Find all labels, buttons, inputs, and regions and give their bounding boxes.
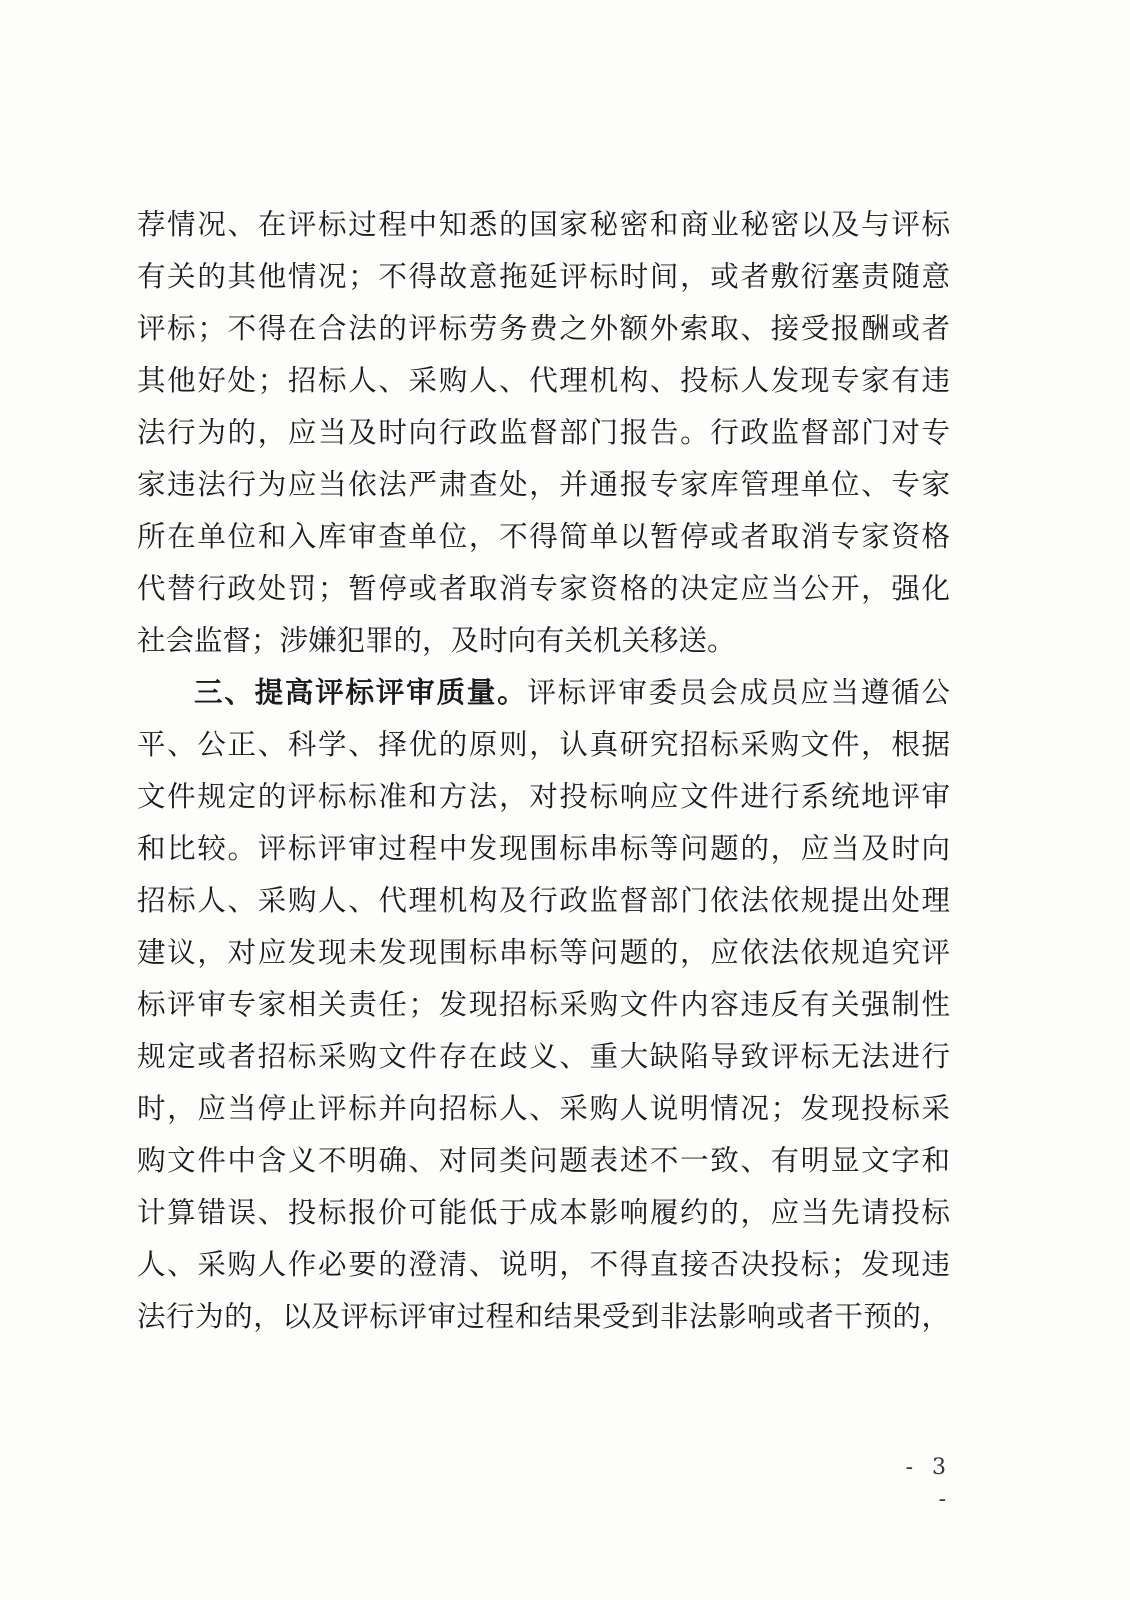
text-line: 招标人、采购人、代理机构及行政监督部门依法依规提出处理	[137, 884, 950, 917]
section-first-line-text: 评标评审委员会成员应当遵循公	[527, 676, 950, 709]
text-line: 平、公正、科学、择优的原则，认真研究招标采购文件，根据	[137, 728, 950, 761]
text-line: 有关的其他情况；不得故意拖延评标时间，或者敷衍塞责随意	[137, 260, 950, 293]
text-line: 和比较。评标评审过程中发现围标串标等问题的，应当及时向	[137, 832, 950, 865]
text-line: 所在单位和入库审查单位，不得简单以暂停或者取消专家资格	[137, 520, 950, 553]
text-line: 法行为的，应当及时向行政监督部门报告。行政监督部门对专	[137, 416, 950, 449]
text-line: 计算错误、投标报价可能低于成本影响履约的，应当先请投标	[137, 1196, 950, 1229]
text-line: 家违法行为应当依法严肃查处，并通报专家库管理单位、专家	[137, 468, 950, 501]
text-line: 评标；不得在合法的评标劳务费之外额外索取、接受报酬或者	[137, 312, 950, 345]
text-line: 时，应当停止评标并向招标人、采购人说明情况；发现投标采	[137, 1092, 950, 1125]
text-line: 标评审专家相关责任；发现招标采购文件内容违反有关强制性	[137, 988, 950, 1021]
text-line: 人、采购人作必要的澄清、说明，不得直接否决投标；发现违	[137, 1248, 950, 1281]
text-line: 其他好处；招标人、采购人、代理机构、投标人发现专家有违	[137, 364, 950, 397]
section-heading: 三、提高评标评审质量。	[194, 676, 528, 709]
text-line: 建议，对应发现未发现围标串标等问题的，应依法依规追究评	[137, 936, 950, 969]
page-number: - 3 -	[905, 1455, 952, 1512]
text-line: 规定或者招标采购文件存在歧义、重大缺陷导致评标无法进行	[137, 1040, 950, 1073]
body-text	[137, 199, 950, 1343]
text-line: 社会监督；涉嫌犯罪的，及时向有关机关移送。	[137, 624, 736, 657]
section-first-line	[137, 667, 950, 719]
text-line: 荐情况、在评标过程中知悉的国家秘密和商业秘密以及与评标	[137, 208, 950, 241]
text-line: 法行为的，以及评标评审过程和结果受到非法影响或者干预的，	[137, 1300, 950, 1333]
text-line: 代替行政处罚；暂停或者取消专家资格的决定应当公开，强化	[137, 572, 950, 605]
text-line: 购文件中含义不明确、对同类问题表述不一致、有明显文字和	[137, 1144, 950, 1177]
text-line: 文件规定的评标标准和方法，对投标响应文件进行系统地评审	[137, 780, 950, 813]
